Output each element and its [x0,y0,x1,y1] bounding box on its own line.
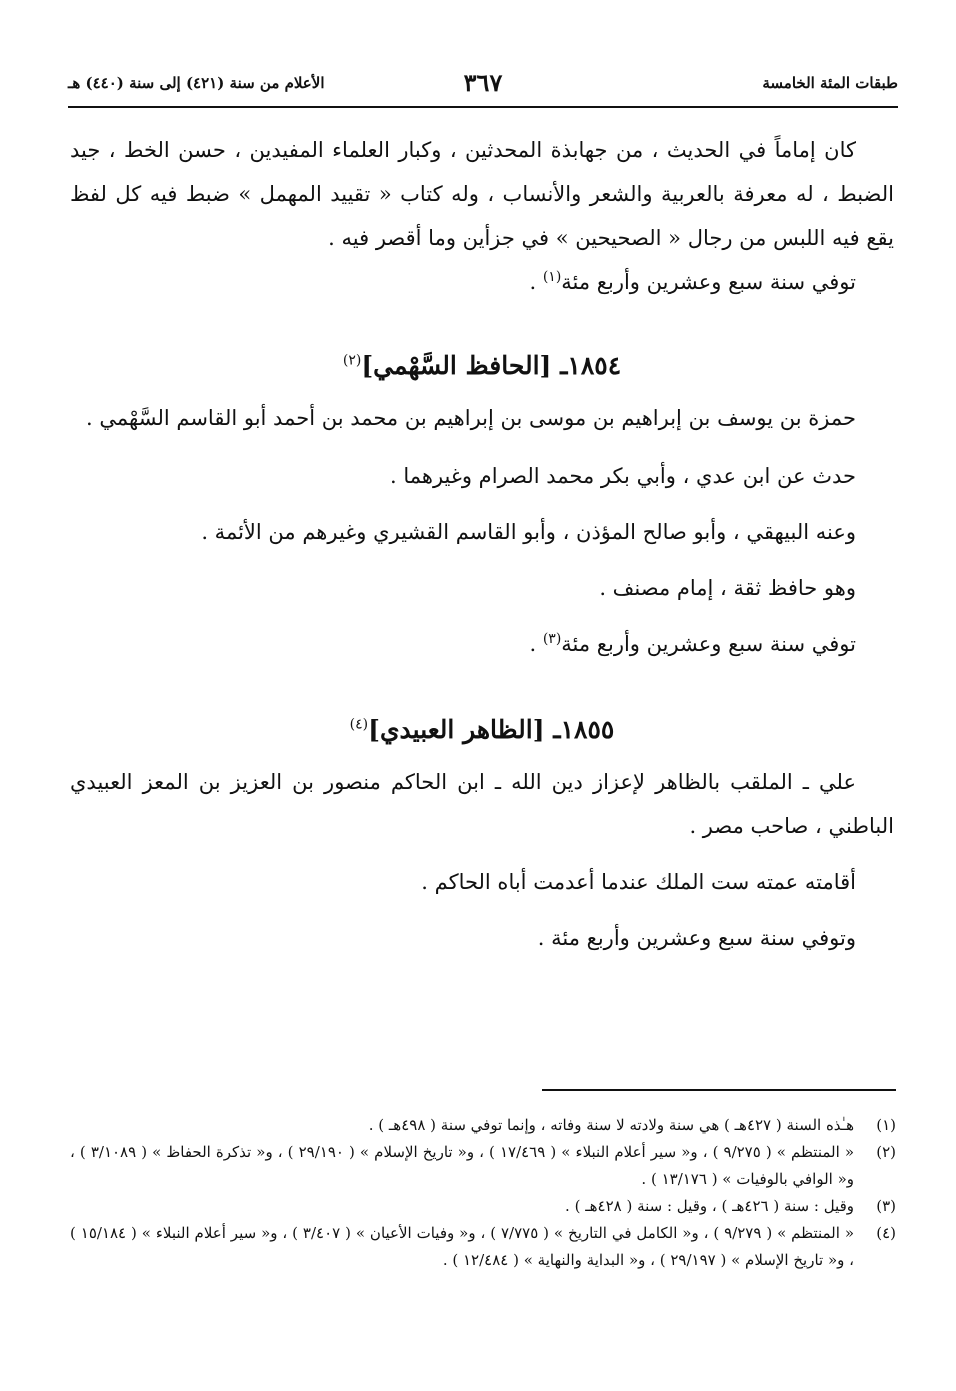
footnote-number: (٣) [876,1197,896,1215]
running-header [68,70,898,108]
footnote-number: (٢) [876,1143,896,1161]
footnote-ref-2[interactable]: (٢) [342,352,362,369]
footnote-1 [70,1112,896,1139]
main-text [70,128,894,966]
entry-1854-name: حمزة بن يوسف بن إبراهيم بن موسى بن إبراهيم بن محمد بن أحمد أبو القاسم السَّهْمي . [86,406,856,430]
entry-title-1855: ١٨٥٥ـ [الظاهر العبيدي] [368,715,615,744]
entry-1855-death: وتوفي سنة سبع وعشرين وأربع مئة . [537,926,856,950]
intro-death-end: . [529,270,543,294]
footnote-4 [70,1220,896,1274]
footnote-number: (٤) [876,1224,896,1242]
footnote-text: هـٰذه السنة ( ٤٢٧هـ ) هي سنة ولادته لا سنة وفاته ، وإنما توفي سنة ( ٤٩٨هـ ) . [368,1116,854,1134]
footnote-number: (١) [876,1116,896,1134]
footnote-2 [70,1139,896,1193]
entry-1855-name: علي ـ الملقب بالظاهر لإعزاز دين الله ـ ابن الحاكم منصور بن العزيز بن المعز العبيدي الباطني ، صاحب مصر . [70,770,894,838]
entry-1854-death-end: . [529,632,543,656]
entry-heading-1855 [70,708,894,752]
header-section-title: طبقات المئة الخامسة [762,74,898,92]
entry-1854-students: وعنه البيهقي ، وأبو صالح المؤذن ، وأبو القاسم القشيري وغيرهم من الأئمة . [201,520,856,544]
footnote-3 [70,1193,896,1220]
intro-death-text: توفي سنة سبع وعشرين وأربع مئة [561,270,856,294]
footnote-text: وقيل : سنة ( ٤٢٦هـ ) ، وقيل : سنة ( ٤٢٨هـ ) . [565,1197,854,1215]
entry-1854-status: وهو حافظ ثقة ، إمام مصنف . [599,576,856,600]
entry-1854-death [70,616,894,672]
entry-1854-teachers: حدث عن ابن عدي ، وأبي بكر محمد الصرام وغيرهما . [390,464,856,488]
footnote-ref-3[interactable]: (٣) [542,631,562,647]
entry-heading-1854 [70,344,894,388]
intro-paragraph: كان إماماً في الحديث ، من جهابذة المحدثين ، وكبار العلماء المفيدين ، حسن الخط ، جيد الضبط ، له معرفة بالعربية والشعر والأنساب ، وله كتاب « تقييد المهمل » ضبط فيه كل لفظ يقع فيه اللبس من رجال « الصحيحين » في جزأين وما أقصر فيه . [70,138,894,250]
footnote-divider [542,1089,896,1091]
footnote-ref-1[interactable]: (١) [542,269,562,285]
header-year-range: الأعلام من سنة (٤٢١) إلى سنة (٤٤٠) هـ [68,74,325,92]
intro-death-paragraph [70,260,894,304]
footnote-ref-4[interactable]: (٤) [349,716,369,733]
entry-title-1854: ١٨٥٤ـ [الحافظ السَّهْمي] [361,351,622,380]
page-number: ٣٦٧ [463,68,503,97]
footnotes [70,1112,896,1274]
footnote-text: « المنتظم » ( ٩/٢٧٩ ) ، و« الكامل في التاريخ » ( ٧/٧٧٥ ) ، و« وفيات الأعيان » ( ٣/٤٠٧ ) ، و« سير أعلام النبلاء » ( ١٥/١٨٤ ) ، و« تاريخ الإسلام » ( ٢٩/١٩٧ ) ، و« البداية والنهاية » ( ١٢/٤٨٤ ) . [70,1224,854,1269]
entry-1854-death-text: توفي سنة سبع وعشرين وأربع مئة [561,632,856,656]
footnote-text: « المنتظم » ( ٩/٢٧٥ ) ، و« سير أعلام النبلاء » ( ١٧/٤٦٩ ) ، و« تاريخ الإسلام » ( ٢٩/١٩٠ ) ، و« تذكرة الحفاظ » ( ٣/١٠٨٩ ) ، و« الوافي بالوفيات » ( ١٣/١٧٦ ) . [70,1143,854,1188]
entry-1855-enthroned: أقامته عمته ست الملك عندما أعدمت أباه الحاكم . [421,870,856,894]
